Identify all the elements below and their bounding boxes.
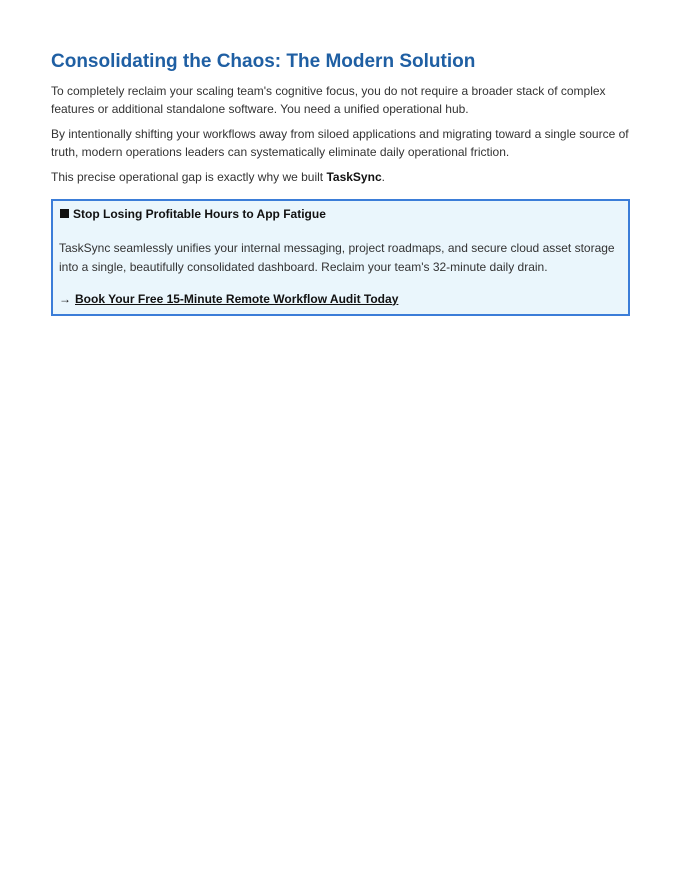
paragraph-2: By intentionally shifting your workflows away from siloed applications and migrating toward a single source of truth, modern operations leaders can systematically eliminate daily operational friction.: [51, 127, 629, 159]
callout-heading: [59, 205, 622, 223]
intro-prefix: This precise operational gap is exactly why we built: [51, 170, 327, 184]
callout-box: [51, 199, 630, 316]
black-square-icon: [60, 209, 69, 218]
intro-suffix: .: [381, 170, 385, 184]
callout-body: TaskSync seamlessly unifies your internal messaging, project roadmaps, and secure cloud asset storage into a single, beautifully consolidated dashboard. Reclaim your team's 32-minute daily drain.: [59, 240, 615, 274]
paragraph-1: To completely reclaim your scaling team's cognitive focus, you do not require a broader stack of complex features or additional standalone software. You need a unified operational hub.: [51, 84, 606, 116]
callout-heading-text: Stop Losing Profitable Hours to App Fatigue: [73, 206, 326, 221]
document-page: [51, 50, 629, 316]
callout-cta: [59, 290, 622, 308]
section-title: Consolidating the Chaos: The Modern Solution: [51, 51, 476, 72]
product-name: TaskSync: [326, 170, 382, 184]
paragraph-3: [51, 169, 629, 187]
right-arrow-icon: →: [59, 291, 71, 306]
book-audit-link[interactable]: Book Your Free 15-Minute Remote Workflow Audit Today: [75, 291, 399, 306]
